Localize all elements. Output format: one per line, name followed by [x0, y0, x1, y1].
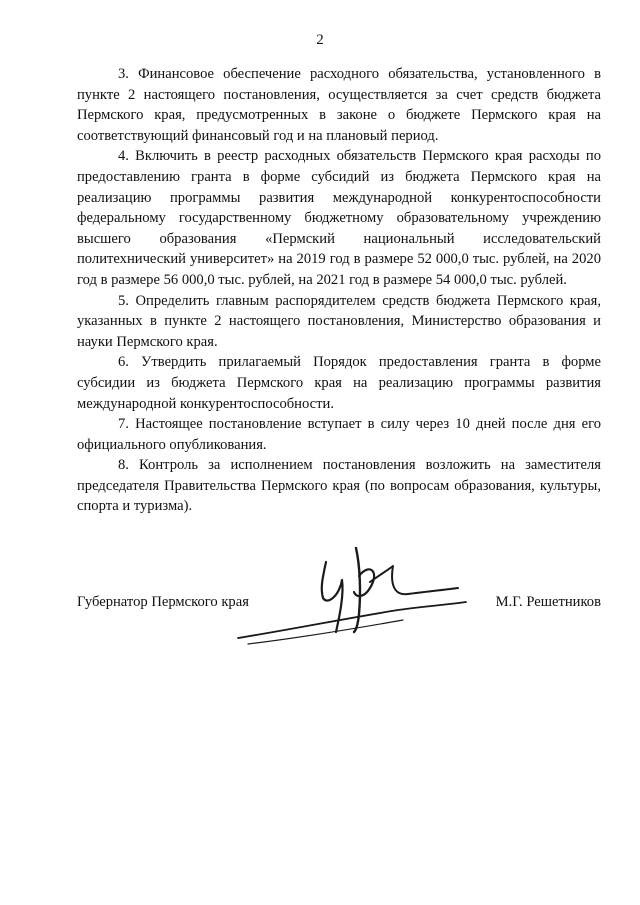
paragraph-3: 3. Финансовое обеспечение расходного обязательства, установленного в пункте 2 настоящего постановления, осуществляется за счет средств бюджета Пермского края, предусмотренных в законе о бюджете Пермского края на соответствующий финансовый год и на плановый период. [77, 66, 601, 144]
handwritten-signature [228, 536, 468, 656]
paragraph-8: 8. Контроль за исполнением постановления возложить на заместителя председателя Правительства Пермского края (по вопросам образования, культуры, спорта и туризма). [77, 457, 601, 515]
paragraph-5: 5. Определить главным распорядителем средств бюджета Пермского края, указанных в пункте 2 настоящего постановления, Министерство образования и науки Пермского края. [77, 292, 601, 350]
document-body [77, 64, 601, 517]
page-number: 2 [316, 32, 324, 48]
signatory-name: М.Г. Решетников [495, 594, 601, 610]
paragraph-6: 6. Утвердить прилагаемый Порядок предоставления гранта в форме субсидии из бюджета Пермского края на реализацию программы развития международной конкурентоспособности. [77, 354, 601, 412]
paragraph-4: 4. Включить в реестр расходных обязательств Пермского края расходы по предоставлению гранта в форме субсидий из бюджета Пермского края на реализацию программы развития международной конкурентоспособности федеральному государственному бюджетному образовательному учреждению высшего образования «Пермский национальный исследовательский политехнический университет» на 2019 год в размере 52 000,0 тыс. рублей, на 2020 год в размере 56 000,0 тыс. рублей, на 2021 год в размере 54 000,0 тыс. рублей. [77, 148, 601, 288]
signatory-title: Губернатор Пермского края [77, 594, 249, 610]
paragraph-7: 7. Настоящее постановление вступает в силу через 10 дней после дня его официального опубликования. [77, 416, 601, 453]
